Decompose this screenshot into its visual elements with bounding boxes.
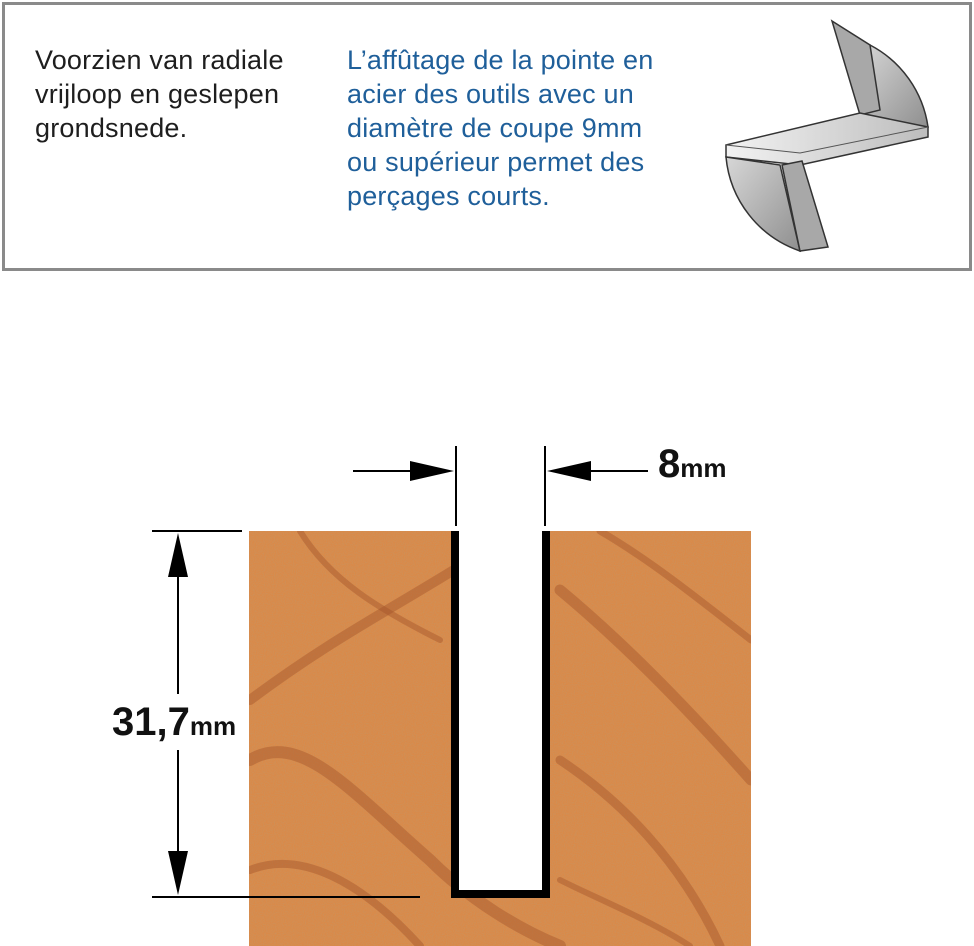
depth-value: 31,7 <box>112 700 190 744</box>
dutch-line: Voorzien van radiale <box>35 45 284 75</box>
width-label <box>658 442 727 486</box>
groove <box>455 531 546 894</box>
dutch-line: vrijloop en geslepen <box>35 79 280 109</box>
depth-unit: mm <box>189 711 237 741</box>
width-value: 8 <box>658 442 681 486</box>
width-dimension <box>353 446 648 526</box>
french-line: acier des outils avec un <box>347 79 634 109</box>
french-line: L’affûtage de la pointe en <box>347 45 654 75</box>
french-line: diamètre de coupe 9mm <box>347 113 643 143</box>
dutch-line: grondsnede. <box>35 113 188 143</box>
french-line: perçages courts. <box>347 181 550 211</box>
french-line: ou supérieur permet des <box>347 147 645 177</box>
depth-label <box>112 700 236 744</box>
width-unit: mm <box>680 453 727 483</box>
